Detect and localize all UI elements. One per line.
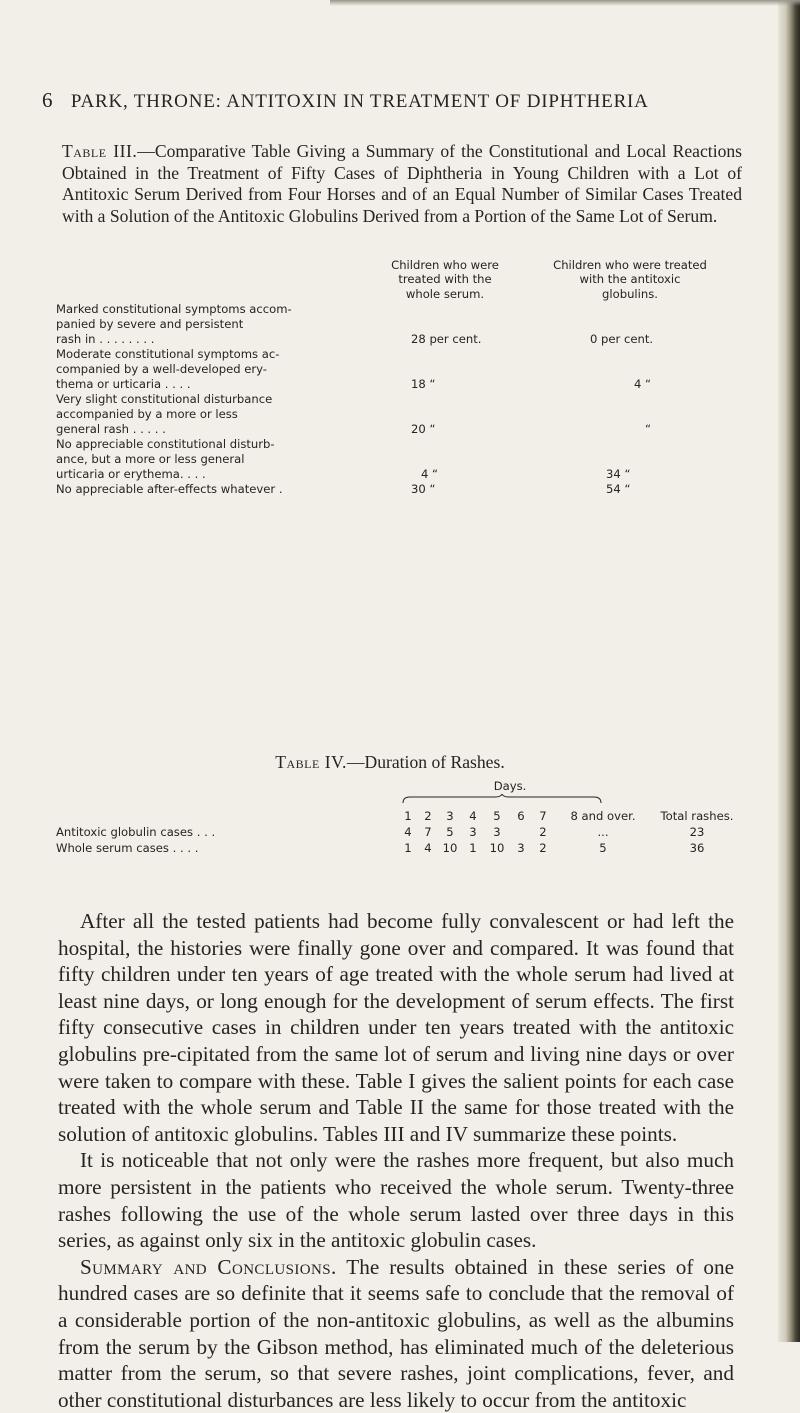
- table3-cell-globulin: 34 “: [606, 467, 631, 481]
- row-label-line: general rash . . . . .: [56, 421, 166, 436]
- running-head-title: PARK, THRONE: ANTITOXIN IN TREATMENT OF DIPHTHERIA: [70, 91, 649, 112]
- table4-days-label: Days.: [493, 779, 527, 793]
- table4-title: [60, 752, 720, 773]
- table3-row-label: [56, 347, 408, 392]
- header-line: whole serum.: [405, 286, 485, 301]
- row-label-line: rash in . . . . . . . .: [56, 331, 155, 346]
- row-label-line: No appreciable after-effects whatever .: [56, 482, 283, 496]
- header-line: globulins.: [602, 286, 658, 301]
- row-label-line: thema or urticaria . . . .: [56, 376, 191, 391]
- table3-cell-serum: 18 “: [411, 377, 436, 391]
- row-label-line: companied by a well-developed ery-: [56, 361, 267, 376]
- table4-cell: 3: [493, 825, 501, 839]
- table4-col-header: 2: [424, 809, 432, 823]
- table4-days-brace: [402, 794, 602, 804]
- table4-cell: 2: [539, 841, 547, 855]
- table3-caption-line: and of an Equal Number of Similar Cases Treated with a Solution of the: [62, 184, 743, 226]
- table4-col-header: 1: [404, 809, 412, 823]
- table4-col-header: 4: [469, 809, 477, 823]
- section-heading: Summary and Conclusions.: [80, 1254, 337, 1279]
- table3-caption: [62, 141, 742, 227]
- page-number: 6: [42, 88, 54, 112]
- table3-row-label: [56, 302, 408, 347]
- paragraph: [58, 1254, 734, 1413]
- row-label-line: urticaria or erythema. . . .: [56, 466, 206, 481]
- row-label-line: Moderate constitutional symptoms ac-: [56, 347, 280, 361]
- table3-cell-serum: 28 per cent.: [411, 332, 482, 346]
- page-binding-edge: [778, 0, 800, 1342]
- table3-cell-serum: 4 “: [421, 467, 439, 481]
- table4-cell: 10: [442, 841, 458, 855]
- table4-col-header: 5: [493, 809, 501, 823]
- table3-col2-header: [540, 258, 720, 301]
- running-head: [42, 88, 742, 113]
- table4-cell: ...: [597, 825, 609, 839]
- table4-col-header: Total rashes.: [660, 809, 734, 823]
- table4-col-header: 3: [446, 809, 454, 823]
- paragraph-text: The results obtained in these series of one hundred cases are so definite that it seems safe to conclude that the removal of a considerable portion of the non-antitoxic globulins, as well as the albumins from the serum by the Gibson method, has eliminated much of the deleterious matter from the serum, so that severe rashes, joint complications, fever, and other constitutional disturbances are less likely to occur from the antitoxic: [58, 1254, 734, 1412]
- table4-cell: 5: [599, 841, 607, 855]
- paragraph: It is noticeable that not only were the rashes more frequent, but also much more persistent in the patients who received the whole serum. Twenty-three rashes following the use of the whole serum lasted over three days in this series, as against only six in the antitoxic globulin cases.: [58, 1148, 734, 1253]
- table3-cell-serum: 30 “: [411, 482, 436, 496]
- table4-cell: 3: [469, 825, 477, 839]
- table4-cell: 1: [469, 841, 477, 855]
- table4-col-header: 8 and over.: [570, 809, 636, 823]
- table3-caption-line: Local Reactions Obtained in the Treatment of Fifty Cases of Diphtheria in: [62, 141, 743, 183]
- paragraph: After all the tested patients had become fully convalescent or had left the hospital, the histories were finally gone over and compared. It was found that fifty children under ten years of age treated with the whole serum had lived at least nine days, or long enough for the development of serum effects. The first fifty consecutive cases in children under ten years treated with the antitoxic globulins pre-cipitated from the same lot of serum and living nine days or over were taken to compare with these. Table I gives the salient points for each case treated with the whole serum and Table II the same for those treated with the solution of antitoxic globulins. Tables III and IV summarize these points.: [58, 909, 734, 1146]
- table4-label: Table IV.: [275, 752, 347, 772]
- table3-cell-globulin: “: [645, 422, 652, 436]
- row-label-line: ance, but a more or less general: [56, 451, 245, 466]
- table4-row-label: Antitoxic globulin cases . . .: [56, 825, 216, 839]
- table3-cell-serum: 20 “: [411, 422, 436, 436]
- header-line: Children who were treated: [553, 258, 707, 272]
- row-label-line: Very slight constitutional disturbance: [56, 392, 273, 406]
- header-line: treated with the: [398, 272, 492, 287]
- table4-cell: 4: [404, 825, 412, 839]
- table3-caption-line: Young Children with a Lot of Antitoxic Serum Derived from Four Horses: [62, 162, 742, 205]
- table4-cell: 5: [446, 825, 454, 839]
- table4-cell: 1: [404, 841, 412, 855]
- table3-row-label: [56, 437, 408, 482]
- row-label-line: No appreciable constitutional disturb-: [56, 437, 275, 451]
- table3-row-label: [56, 482, 408, 497]
- header-line: Children who were: [391, 258, 499, 272]
- table3-caption-line: Antitoxic Globulins Derived from a Portion of the Same Lot of Serum.: [217, 205, 718, 226]
- table4-col-header: 6: [517, 809, 525, 823]
- table3-cell-globulin: 4 “: [634, 377, 652, 391]
- table3-cell-globulin: 54 “: [606, 482, 631, 496]
- table4-cell: 36: [689, 841, 705, 855]
- table4-cell: 2: [539, 825, 547, 839]
- row-label-line: Marked constitutional symptoms accom-: [56, 302, 292, 316]
- table4-cell: 23: [689, 825, 705, 839]
- table4-cell: 7: [424, 825, 432, 839]
- header-line: with the antitoxic: [579, 272, 681, 287]
- table4-cell: 4: [424, 841, 432, 855]
- body-text: [58, 908, 734, 1413]
- table4-row-label: Whole serum cases . . . .: [56, 841, 199, 855]
- row-label-line: panied by severe and persistent: [56, 316, 244, 331]
- table3-row-label: [56, 392, 408, 437]
- table4-title-text: —Duration of Rashes.: [346, 752, 505, 772]
- table4-col-header: 7: [539, 809, 547, 823]
- row-label-line: accompanied by a more or less: [56, 406, 238, 421]
- table3-label: Table III.: [62, 141, 138, 161]
- table3-caption-line: —Comparative Table Giving a Summary of the Constitutional and: [137, 141, 621, 161]
- table4-cell: 10: [489, 841, 505, 855]
- table4-cell: 3: [517, 841, 525, 855]
- table3-col1-header: [370, 258, 520, 301]
- table3-cell-globulin: 0 per cent.: [590, 332, 654, 346]
